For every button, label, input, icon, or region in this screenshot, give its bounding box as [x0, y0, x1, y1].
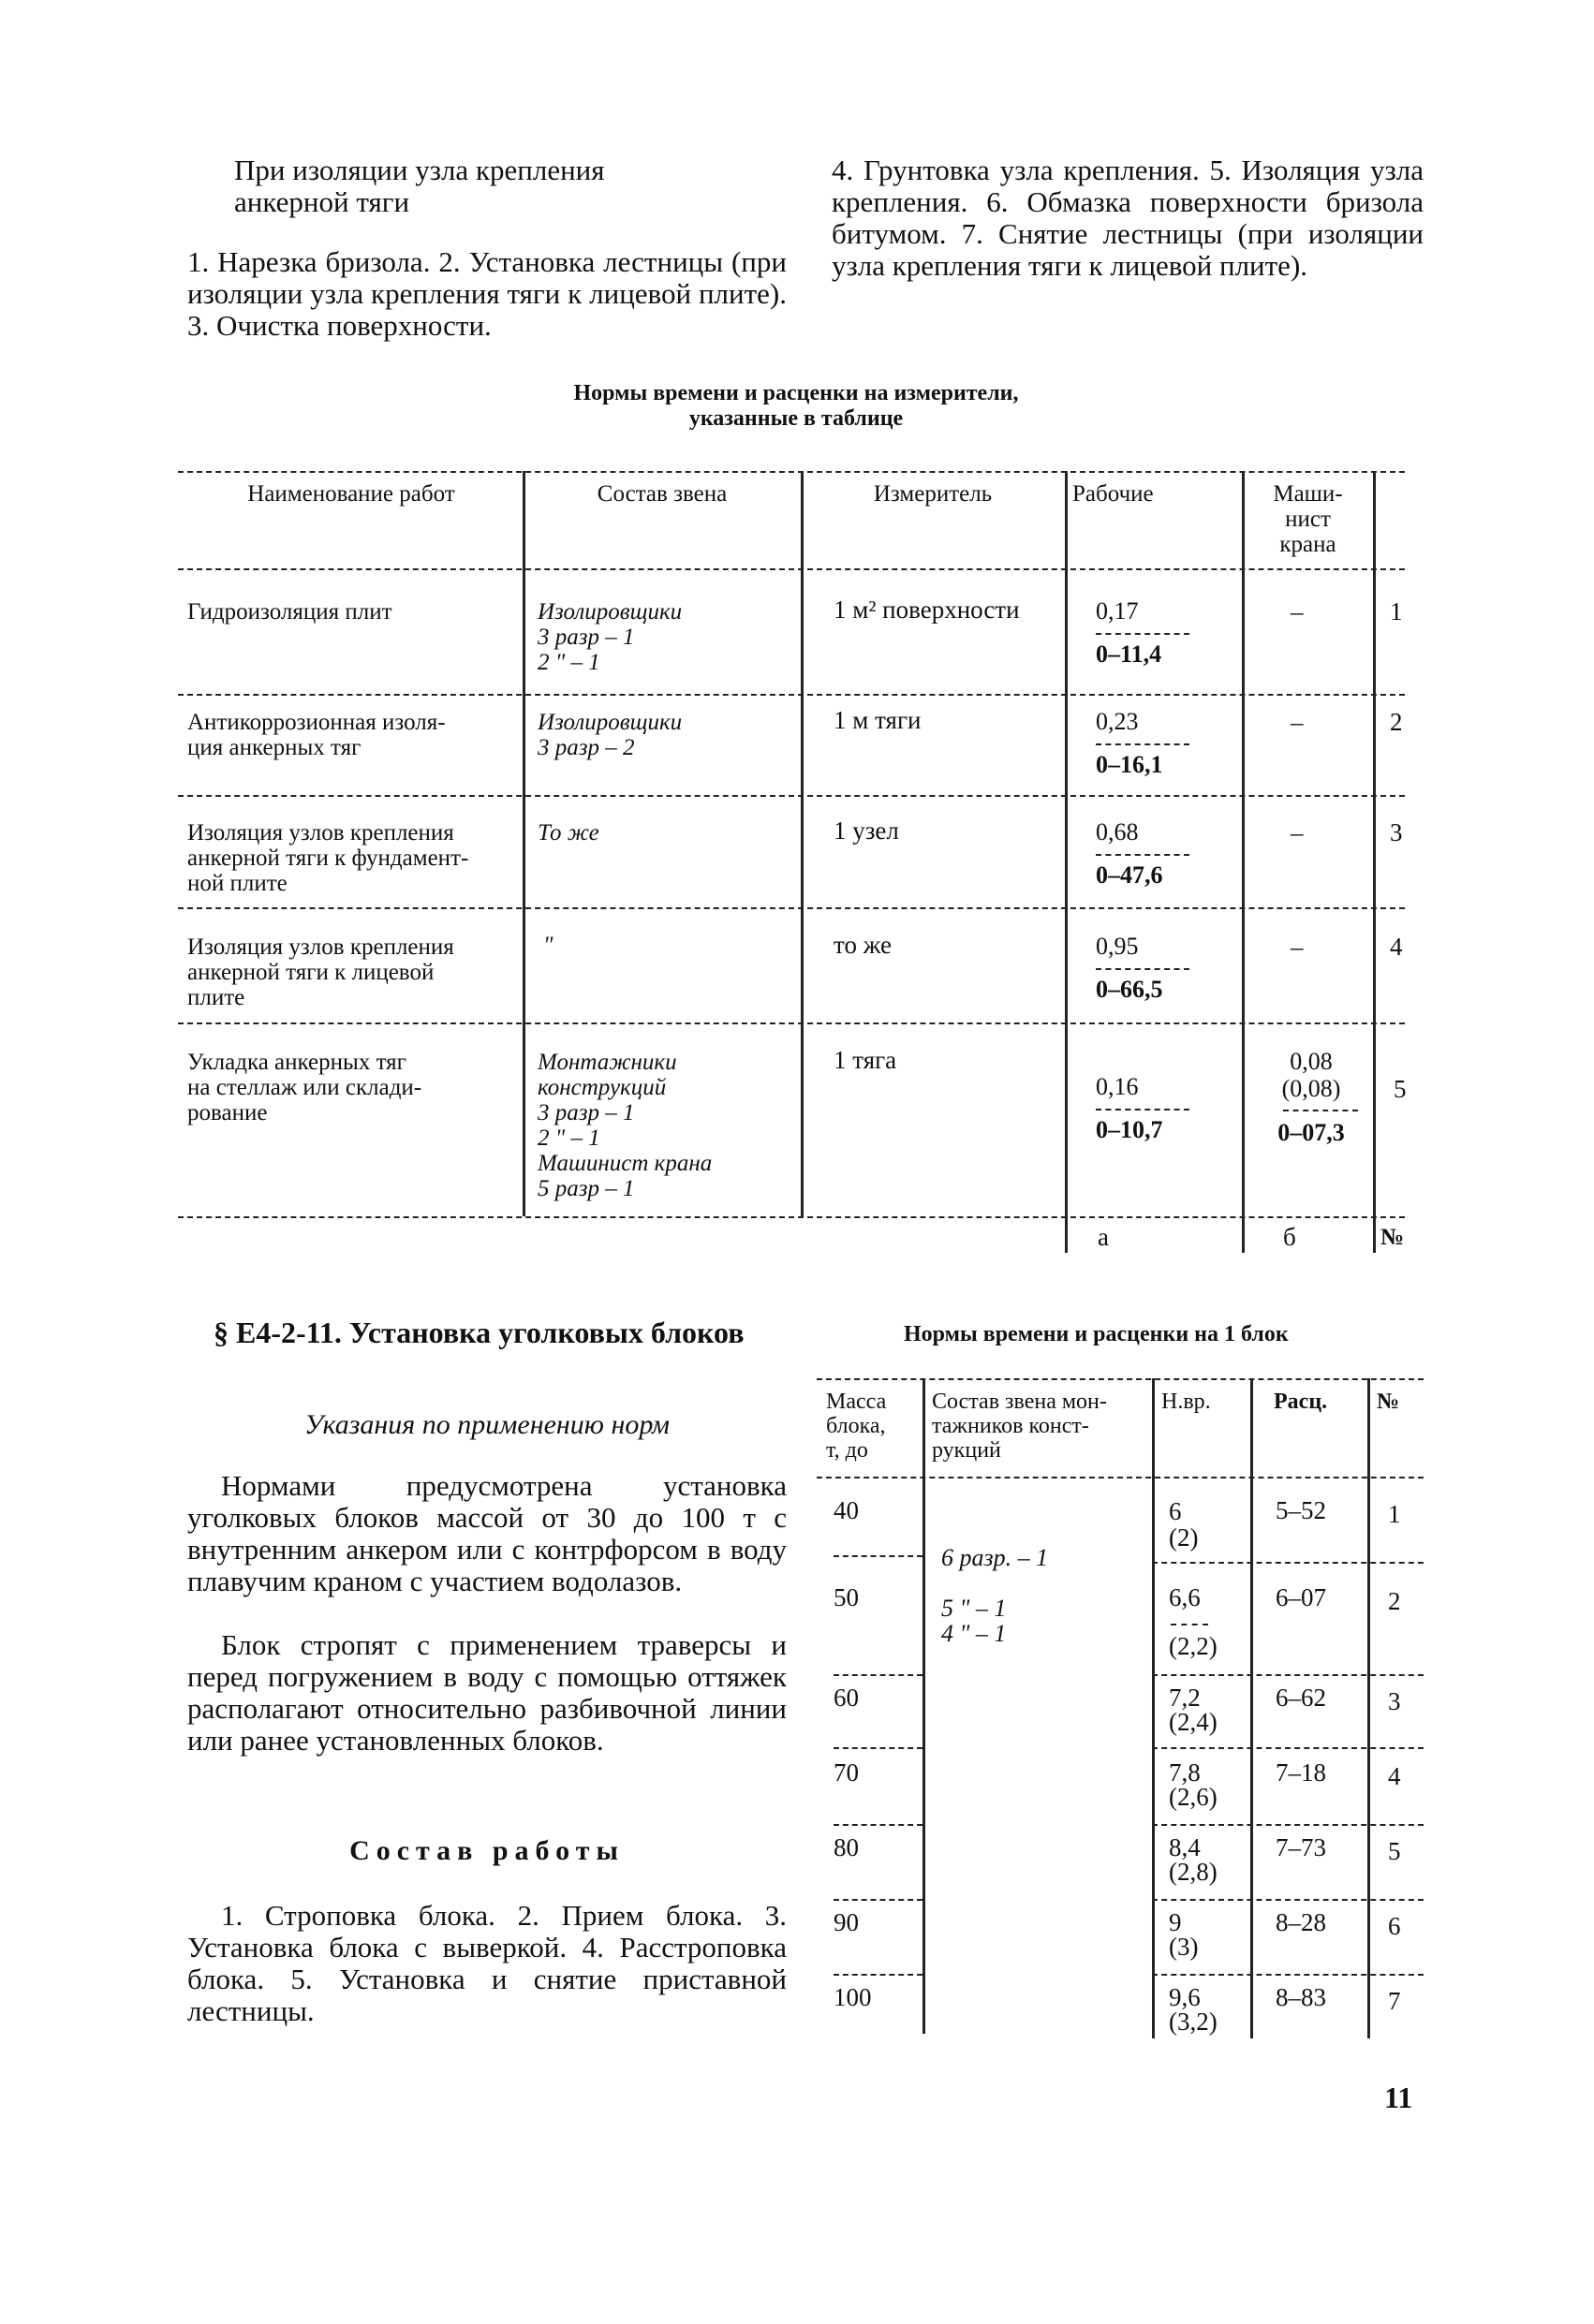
row4-work-name: Изоляция узлов крепления анкерной тяги к лицевой плите [187, 934, 454, 1010]
row3-unit: 1 узел [834, 816, 899, 845]
table2-col-divider [1152, 1378, 1155, 2038]
row7-time-norm: 9,6 (3,2) [1169, 1983, 1218, 2036]
table1-rule-bottom [178, 1216, 1405, 1218]
table1-col-divider [1373, 471, 1376, 1253]
row3-rate: 6–62 [1276, 1684, 1326, 1712]
row4-unit: то же [834, 931, 892, 959]
row6-rate: 8–28 [1276, 1908, 1326, 1936]
row6-mass: 90 [834, 1908, 859, 1936]
row1-crew: Изолировщики 3 разр – 1 2 " – 1 [538, 599, 683, 675]
header-crane-operator: Маши- нист крана [1273, 481, 1343, 557]
table1-rule-row1 [178, 694, 1405, 696]
table2-rule-values [1152, 1747, 1424, 1749]
table1-rule-header [178, 568, 1405, 570]
row2-work-name: Антикоррозионная изоля- ция анкерных тяг [187, 710, 446, 760]
row1-number: 1 [1388, 1500, 1401, 1528]
table2-col-divider [1367, 1378, 1370, 2038]
section-heading-anchor-node: При изоляции узла крепления анкерной тяги [234, 154, 605, 218]
row1-time-norm: 6 (2) [1169, 1497, 1199, 1552]
table2-rule-mass [834, 1899, 922, 1901]
header-work-name: Наименование работ [247, 481, 455, 507]
row4-number: 4 [1388, 1762, 1401, 1790]
row5-number: 5 [1388, 1837, 1401, 1865]
header-block-mass: Масса блока, т, до [826, 1390, 887, 1463]
fraction-bar [1096, 968, 1189, 970]
table1-caption: Нормы времени и расценки на измерители, указанные в таблице [573, 381, 1019, 431]
table1-col-divider [1242, 471, 1245, 1253]
table2-rule-mass [834, 1824, 922, 1826]
fraction-bar [1096, 1109, 1189, 1111]
fraction-bar [1096, 743, 1189, 745]
row2-number: 2 [1390, 708, 1403, 736]
table2-rule-mass [834, 1674, 922, 1676]
row1-work-name: Гидроизоляция плит [187, 599, 392, 625]
table1-rule-row3 [178, 907, 1405, 909]
row2-operator: – [1291, 708, 1304, 736]
row5-unit: 1 тяга [834, 1046, 897, 1074]
row4-operator: – [1291, 933, 1304, 961]
row3-mass: 60 [834, 1684, 859, 1712]
row1-workers-rate [1096, 597, 1199, 669]
row5-mass: 80 [834, 1833, 859, 1861]
row7-number: 7 [1388, 1987, 1401, 2015]
footer-col-b: б [1283, 1223, 1296, 1251]
row4-workers-norm: 0,95 [1096, 933, 1139, 960]
row2-number: 2 [1388, 1587, 1401, 1615]
footer-col-a: а [1098, 1223, 1109, 1251]
section-paragraph-1: Нормами предусмотрена установка уголковых блоков массой от 30 до 100 т с внутренним анкером или с контрфорсом в воду плавучим краном с участием водолазов. [187, 1469, 787, 1597]
table2-rule-values [1152, 1899, 1424, 1901]
work-composition-title: Состав работы [349, 1835, 625, 1866]
fraction-bar [1096, 854, 1189, 856]
table2-caption: Нормы времени и расценки на 1 блок [904, 1322, 1289, 1346]
table2-rule-values [1152, 1824, 1424, 1826]
row3-operator: – [1291, 818, 1304, 846]
work-list-right: 4. Грунтовка узла крепления. 5. Изоляция узла крепления. 6. Обмазка поверхности бризола битумом. 7. Снятие лестницы (при изоляции узла крепления тяги к лицевой плите). [832, 154, 1424, 282]
header-workers: Рабочие [1072, 481, 1154, 507]
page-number: 11 [1384, 2081, 1413, 2114]
row5-crew: Монтажники конструкций 3 разр – 1 2 " – 1 Машинист крана 5 разр – 1 [538, 1050, 713, 1201]
row3-workers-norm: 0,68 [1096, 818, 1139, 846]
fraction-bar [1171, 1624, 1208, 1625]
work-list-left: 1. Нарезка бризола. 2. Установка лестницы (при изоляции узла крепления тяги к лицевой плите). 3. Очистка поверхности. [187, 245, 787, 342]
row7-mass: 100 [834, 1983, 872, 2011]
fraction-bar [1283, 1110, 1358, 1111]
table2-rule-top [817, 1378, 1424, 1380]
row1-unit: 1 м² поверхности [834, 596, 1020, 624]
row2-mass: 50 [834, 1583, 859, 1611]
table2-rule-values [1152, 1674, 1424, 1676]
row1-workers-norm: 0,17 [1096, 597, 1139, 625]
section-paragraph-2: Блок стропят с применением траверсы и перед погружением в воду с помощью оттяжек располагают относительно разбивочной линии или ранее установленных блоков. [187, 1628, 787, 1757]
row6-number: 6 [1388, 1912, 1401, 1940]
row5-number: 5 [1394, 1075, 1407, 1103]
table2-rule-header [817, 1477, 1424, 1478]
row3-number: 3 [1390, 818, 1403, 846]
table1-rule-row2 [178, 795, 1405, 797]
row3-time-norm: 7,2 (2,4) [1169, 1684, 1218, 1736]
header-number: № [1377, 1390, 1400, 1414]
row3-workers-price: 0–47,6 [1096, 861, 1163, 889]
row5-workers-rate [1096, 1073, 1199, 1144]
row1-operator: – [1291, 597, 1304, 625]
row3-workers-rate [1096, 818, 1199, 890]
header-time-norm: Н.вр. [1161, 1390, 1211, 1414]
table2-rule-values [1152, 1974, 1424, 1976]
row1-number: 1 [1390, 597, 1403, 625]
row2-crew: Изолировщики 3 разр – 2 [538, 710, 683, 760]
installers-crew-composition: 6 разр. – 1 5 " – 1 4 " – 1 [941, 1544, 1049, 1647]
row4-workers-rate [1096, 933, 1199, 1004]
row5-operator-norm: 0,08 (0,08) [1281, 1048, 1341, 1102]
row2-rate: 6–07 [1276, 1583, 1326, 1611]
header-rate: Расц. [1274, 1390, 1328, 1414]
row5-rate: 7–73 [1276, 1833, 1326, 1861]
row3-number: 3 [1388, 1687, 1401, 1715]
header-crew: Состав звена [597, 481, 728, 507]
row7-rate: 8–83 [1276, 1983, 1326, 2011]
row1-rate: 5–52 [1276, 1496, 1326, 1524]
row3-work-name: Изоляция узлов крепления анкерной тяги к фундамент- ной плите [187, 820, 469, 896]
section-title: § Е4-2-11. Установка уголковых блоков [214, 1316, 745, 1349]
row5-work-name: Укладка анкерных тяг на стеллаж или склади- рование [187, 1050, 422, 1125]
row4-crew: " [543, 933, 553, 958]
row2-time-norm: 6,6 (2,2) [1169, 1583, 1218, 1660]
table1-rule-row4 [178, 1022, 1405, 1024]
table2-col-divider [922, 1378, 925, 2034]
work-composition-text: 1. Строповка блока. 2. Прием блока. 3. Установка блока с выверкой. 4. Расстроповка блока. 5. Установка и снятие приставной лестницы. [187, 1899, 787, 2027]
row6-time-norm: 9 (3) [1169, 1908, 1199, 1961]
row1-mass: 40 [834, 1496, 859, 1524]
header-unit: Измеритель [873, 481, 993, 507]
row2-unit: 1 м тяги [834, 706, 922, 734]
section-subtitle: Указания по применению норм [304, 1409, 670, 1440]
row5-workers-norm: 0,16 [1096, 1073, 1139, 1100]
table1-col-divider [523, 471, 525, 1216]
row2-workers-rate [1096, 708, 1199, 779]
row1-workers-price: 0–11,4 [1096, 640, 1162, 668]
row3-crew: То же [538, 820, 599, 846]
row2-workers-norm: 0,23 [1096, 708, 1139, 735]
table2-rule-mass [834, 1555, 922, 1557]
row4-time-norm: 7,8 (2,6) [1169, 1758, 1218, 1811]
row5-operator-price: 0–07,3 [1277, 1119, 1345, 1146]
table1-col-divider [1065, 471, 1068, 1253]
row5-workers-price: 0–10,7 [1096, 1116, 1163, 1143]
row5-time-norm: 8,4 (2,8) [1169, 1833, 1218, 1886]
footer-col-number: № [1380, 1225, 1405, 1250]
table2-col-divider [1250, 1378, 1253, 2038]
table2-rule-mass [834, 1974, 922, 1976]
header-installers-crew: Состав звена мон- тажников конст- рукций [932, 1390, 1107, 1463]
table1-rule-top [178, 471, 1405, 473]
table2-rule-mass [834, 1747, 922, 1749]
row4-mass: 70 [834, 1758, 859, 1787]
row4-rate: 7–18 [1276, 1758, 1326, 1787]
fraction-bar [1096, 633, 1189, 635]
row4-workers-price: 0–66,5 [1096, 976, 1163, 1003]
table1-col-divider [801, 471, 804, 1216]
row2-workers-price: 0–16,1 [1096, 751, 1163, 778]
table2-rule-values [1152, 1562, 1424, 1564]
row4-number: 4 [1390, 933, 1403, 961]
